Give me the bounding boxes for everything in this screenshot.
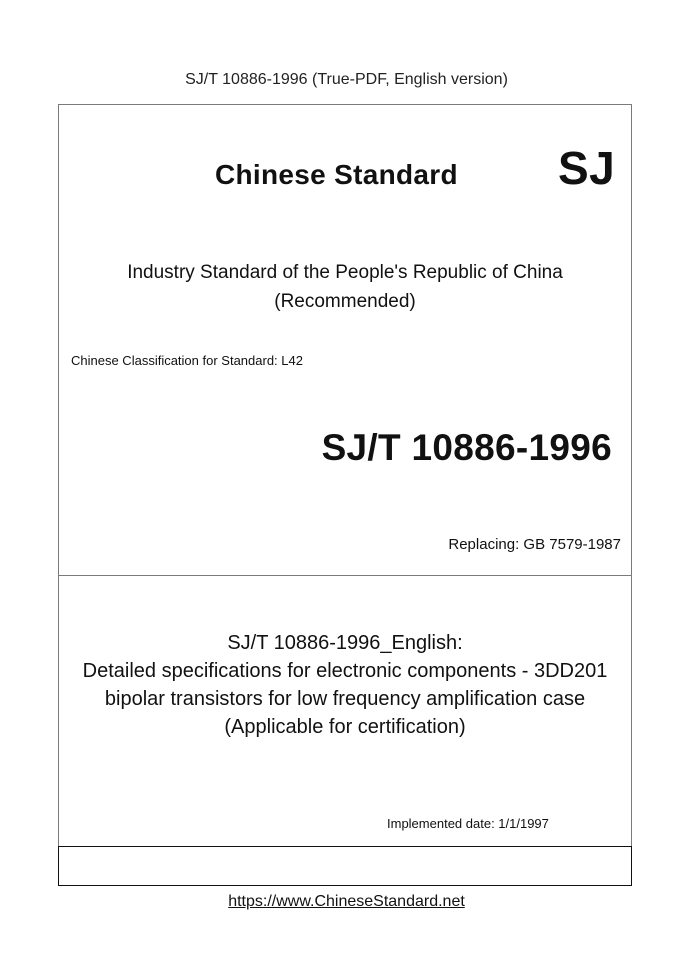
industry-line-2: (Recommended) bbox=[274, 291, 416, 312]
document-title-line: Detailed specifications for electronic components - 3DD201 bbox=[82, 660, 608, 682]
industry-standard-heading bbox=[59, 258, 631, 316]
document-title bbox=[59, 629, 631, 741]
brand-title: Chinese Standard bbox=[215, 159, 458, 190]
footer-website-link[interactable]: https://www.ChineseStandard.net bbox=[228, 893, 465, 910]
brand-mark: SJ bbox=[558, 142, 616, 194]
industry-line-1: Industry Standard of the People's Republic of China bbox=[127, 262, 563, 283]
page-header-title: SJ/T 10886-1996 (True-PDF, English version) bbox=[185, 71, 508, 88]
document-title-line: (Applicable for certification) bbox=[224, 716, 466, 738]
standard-number: SJ/T 10886-1996 bbox=[321, 427, 612, 468]
cover-frame bbox=[58, 104, 632, 886]
bottom-band bbox=[58, 846, 632, 886]
implemented-date: Implemented date: 1/1/1997 bbox=[387, 816, 549, 831]
document-title-line: bipolar transistors for low frequency amplification case bbox=[104, 688, 586, 710]
section-divider bbox=[59, 575, 631, 576]
replacing-label: Replacing: GB 7579-1987 bbox=[448, 536, 621, 553]
classification-label: Chinese Classification for Standard: L42 bbox=[71, 353, 303, 368]
document-title-line: SJ/T 10886-1996_English: bbox=[227, 632, 463, 654]
